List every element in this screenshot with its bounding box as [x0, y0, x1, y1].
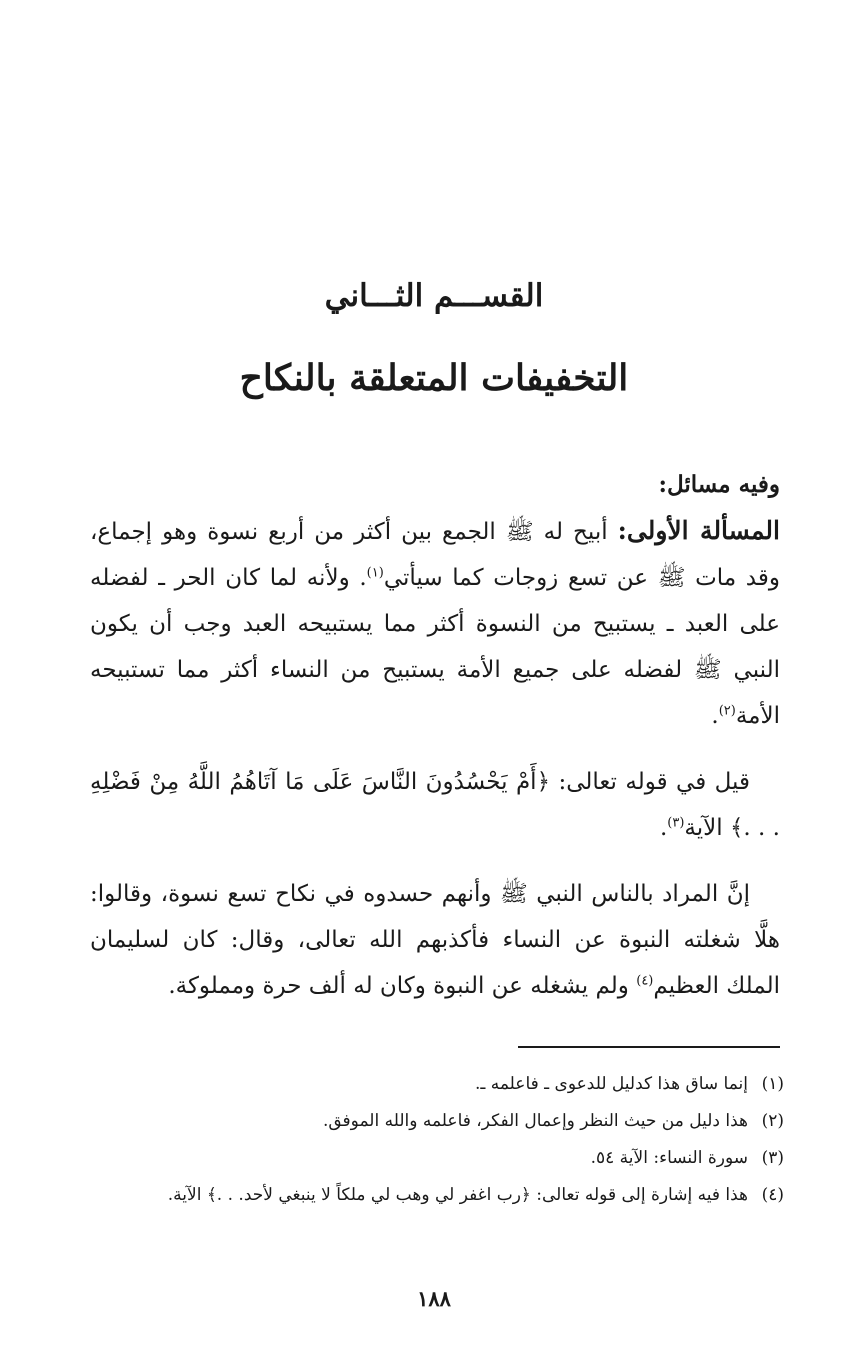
- footnote-number: (٢): [761, 1111, 784, 1131]
- paragraph-end: .: [711, 703, 719, 729]
- page-number: ١٨٨: [417, 1286, 451, 1311]
- footnote-4: [84, 1177, 784, 1214]
- chapter-title: التخفيفات المتعلقة بالنكاح: [239, 357, 629, 399]
- footnote-divider: [518, 1046, 780, 1048]
- footnote-2: [84, 1103, 784, 1140]
- footnote-ref-1[interactable]: (١): [366, 565, 384, 581]
- footnote-ref-4[interactable]: (٤): [636, 973, 654, 989]
- body-text: [90, 462, 780, 1009]
- footnote-3: [84, 1140, 784, 1177]
- paragraph-text: . ولأنه لما كان الحر ـ لفضله على العبد ـ يستبيح من النسوة أكثر مما يستبيحه العبد وجب أن يكون النبي ﷺ لفضله على جميع الأمة يستبيح من النساء أكثر مما تستبيحه الأمة: [90, 565, 780, 729]
- footnote-number: (٤): [761, 1185, 784, 1205]
- paragraph-end: .: [659, 815, 668, 841]
- footnote-text: سورة النساء: الآية ٥٤.: [590, 1148, 748, 1168]
- paragraph-quran-quote: [90, 759, 780, 851]
- paragraph-explanation: [90, 871, 780, 1009]
- paragraph-first-issue: [90, 508, 780, 739]
- footnote-ref-2[interactable]: (٢): [718, 703, 736, 719]
- footnote-number: (٣): [761, 1148, 784, 1168]
- footnote-text: إنما ساق هذا كدليل للدعوى ـ فاعلمه ـ.: [474, 1074, 748, 1094]
- footnote-ref-3[interactable]: (٣): [667, 815, 685, 831]
- footnote-text: هذا فيه إشارة إلى قوله تعالى: ﴿رب اغفر لي وهب لي ملكاً لا ينبغي لأحد. . .﴾ الآية.: [167, 1185, 748, 1205]
- intro-line: وفيه مسائل:: [658, 471, 780, 498]
- paragraph-text: ولم يشغله عن النبوة وكان له ألف حرة ومملوكة.: [168, 973, 637, 999]
- footnote-number: (١): [761, 1074, 784, 1094]
- footnote-1: [84, 1066, 784, 1103]
- section-title: القســـم الثـــاني: [324, 278, 544, 314]
- issue-heading: المسألة الأولى:: [617, 516, 780, 545]
- footnote-text: هذا دليل من حيث النظر وإعمال الفكر، فاعلمه والله الموفق.: [322, 1111, 748, 1131]
- footnotes: [84, 1066, 784, 1214]
- paragraph-text: أبيح له ﷺ الجمع بين أكثر من أربع نسوة وهو إجماع، وقد مات ﷺ عن تسع زوجات كما سيأتي: [90, 519, 780, 591]
- paragraph-text: إنَّ المراد بالناس النبي ﷺ وأنهم حسدوه في نكاح تسع نسوة، وقالوا: هلَّا شغلته النبوة عن النساء فأكذبهم الله تعالى، وقال: كان لسليمان الملك العظيم: [90, 881, 780, 999]
- paragraph-text: قيل في قوله تعالى: ﴿أَمْ يَحْسُدُونَ النَّاسَ عَلَى مَا آتَاهُمُ اللَّهُ مِنْ فَضْلِهِ . . .﴾ الآية: [90, 769, 780, 841]
